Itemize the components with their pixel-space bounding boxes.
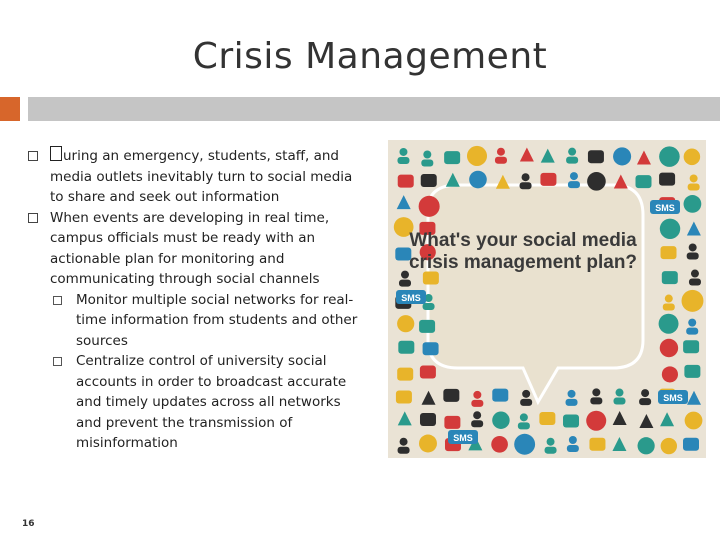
person-body-icon bbox=[590, 397, 602, 404]
social-media-graphic bbox=[388, 140, 706, 458]
page-number: 16 bbox=[22, 519, 35, 529]
person-icon bbox=[473, 391, 481, 399]
chat-icon bbox=[444, 151, 460, 164]
heart-icon bbox=[638, 437, 655, 454]
person-body-icon bbox=[567, 445, 579, 452]
person-icon bbox=[547, 438, 555, 446]
person-body-icon bbox=[545, 447, 557, 454]
globe-icon bbox=[520, 147, 534, 161]
person-icon bbox=[568, 148, 576, 156]
person-body-icon bbox=[639, 398, 651, 405]
chat-icon bbox=[492, 389, 508, 402]
chat-icon bbox=[539, 412, 555, 425]
heart-icon bbox=[491, 436, 508, 453]
heart-icon bbox=[397, 315, 414, 332]
chat-icon bbox=[423, 342, 439, 355]
chat-icon bbox=[662, 271, 678, 284]
chat-icon bbox=[684, 365, 700, 378]
chat-icon bbox=[659, 173, 675, 186]
person-icon bbox=[522, 173, 530, 181]
heart-icon bbox=[684, 149, 701, 166]
heart-icon bbox=[660, 219, 680, 239]
person-body-icon bbox=[689, 279, 701, 286]
heart-icon bbox=[682, 290, 704, 312]
person-body-icon bbox=[495, 157, 507, 164]
accent-rule bbox=[0, 97, 20, 121]
globe-icon bbox=[613, 411, 627, 425]
bullet-2 bbox=[28, 208, 368, 290]
globe-icon bbox=[446, 173, 460, 187]
chat-icon bbox=[661, 246, 677, 259]
globe-icon bbox=[612, 437, 626, 451]
heart-icon bbox=[684, 195, 702, 213]
person-icon bbox=[592, 388, 600, 396]
person-body-icon bbox=[613, 398, 625, 405]
person-body-icon bbox=[520, 182, 532, 189]
chat-icon bbox=[563, 414, 579, 427]
chat-icon bbox=[589, 438, 605, 451]
globe-icon bbox=[614, 174, 628, 188]
rule-gap bbox=[20, 97, 28, 121]
globe-icon bbox=[639, 414, 653, 428]
square-bullet-icon bbox=[53, 296, 62, 305]
bullet-1-text: uring an emergency, students, staff, and media outlets inevitably turn to social media to share and seek out information bbox=[50, 148, 353, 205]
chat-icon bbox=[443, 389, 459, 402]
globe-icon bbox=[687, 391, 701, 405]
person-body-icon bbox=[399, 280, 411, 287]
chat-icon bbox=[420, 366, 436, 379]
globe-icon bbox=[496, 175, 510, 189]
person-icon bbox=[399, 148, 407, 156]
sub-bullet-1-text: Monitor multiple social networks for real-time information from students and other sources bbox=[76, 291, 358, 349]
person-icon bbox=[522, 390, 530, 398]
chat-icon bbox=[444, 416, 460, 429]
person-body-icon bbox=[568, 181, 580, 188]
person-body-icon bbox=[688, 183, 700, 190]
sms-badge-label: SMS bbox=[655, 203, 675, 213]
person-icon bbox=[691, 270, 699, 278]
globe-icon bbox=[687, 222, 701, 236]
globe-icon bbox=[660, 412, 674, 426]
person-icon bbox=[641, 389, 649, 397]
heart-icon bbox=[662, 366, 678, 382]
heart-icon bbox=[685, 412, 703, 430]
chat-icon bbox=[636, 175, 652, 188]
chat-icon bbox=[398, 341, 414, 354]
person-body-icon bbox=[686, 328, 698, 335]
heart-icon bbox=[419, 196, 440, 217]
person-body-icon bbox=[423, 303, 435, 310]
globe-icon bbox=[398, 411, 412, 425]
square-bullet-icon bbox=[28, 213, 38, 223]
person-body-icon bbox=[518, 422, 530, 429]
icon-collage bbox=[388, 140, 706, 458]
heart-icon bbox=[419, 435, 437, 453]
person-body-icon bbox=[398, 447, 410, 454]
heart-icon bbox=[467, 146, 487, 166]
slide-title: Crisis Management bbox=[192, 36, 548, 77]
chat-icon bbox=[421, 174, 437, 187]
heart-icon bbox=[514, 434, 535, 455]
heart-icon bbox=[661, 438, 677, 454]
person-body-icon bbox=[520, 399, 532, 406]
chat-icon bbox=[683, 340, 699, 353]
bullet-2-text: When events are developing in real time, campus officials must be ready with an actionable plan for monitoring and communicating through social channels bbox=[50, 209, 330, 287]
heart-icon bbox=[660, 339, 678, 357]
person-icon bbox=[689, 243, 697, 251]
heart-icon bbox=[469, 171, 487, 189]
person-body-icon bbox=[663, 304, 675, 311]
person-body-icon bbox=[471, 420, 483, 427]
sms-badge-label: SMS bbox=[663, 393, 683, 403]
sms-badge-label: SMS bbox=[401, 293, 421, 303]
heart-icon bbox=[586, 411, 606, 431]
sub-bullet-2 bbox=[28, 351, 368, 454]
person-icon bbox=[423, 151, 431, 159]
globe-icon bbox=[397, 195, 411, 209]
chat-icon bbox=[420, 413, 436, 426]
slide-body bbox=[28, 146, 368, 454]
globe-icon bbox=[541, 149, 555, 163]
sub-bullet-1 bbox=[28, 290, 368, 352]
person-icon bbox=[569, 436, 577, 444]
graphic-headline: What's your social media crisis management plan? bbox=[408, 230, 638, 273]
heart-icon bbox=[659, 314, 679, 334]
square-bullet-icon bbox=[28, 151, 38, 161]
heart-icon bbox=[613, 147, 631, 165]
person-body-icon bbox=[397, 157, 409, 164]
sms-badge-label: SMS bbox=[453, 433, 473, 443]
square-bullet-icon bbox=[53, 357, 62, 366]
person-icon bbox=[497, 148, 505, 156]
title-rule bbox=[28, 97, 720, 121]
person-icon bbox=[688, 319, 696, 327]
chat-icon bbox=[683, 438, 699, 451]
chat-icon bbox=[398, 175, 414, 188]
heart-icon bbox=[492, 412, 509, 429]
missing-glyph-icon bbox=[50, 146, 62, 161]
person-icon bbox=[400, 438, 408, 446]
chat-icon bbox=[419, 320, 435, 333]
person-icon bbox=[473, 411, 481, 419]
person-icon bbox=[570, 172, 578, 180]
person-body-icon bbox=[566, 157, 578, 164]
chat-icon bbox=[540, 173, 556, 186]
chat-icon bbox=[396, 391, 412, 404]
heart-icon bbox=[587, 172, 606, 191]
person-body-icon bbox=[471, 400, 483, 407]
person-body-icon bbox=[687, 252, 699, 259]
heart-icon bbox=[659, 146, 680, 167]
chat-icon bbox=[588, 150, 604, 163]
bullet-1 bbox=[28, 146, 368, 208]
globe-icon bbox=[637, 151, 651, 165]
person-icon bbox=[520, 413, 528, 421]
person-icon bbox=[665, 295, 673, 303]
person-body-icon bbox=[566, 399, 578, 406]
person-body-icon bbox=[421, 160, 433, 167]
globe-icon bbox=[422, 391, 436, 405]
speech-bubble-shape bbox=[428, 185, 643, 402]
chat-icon bbox=[397, 368, 413, 381]
sub-bullet-2-text: Centralize control of university social accounts in order to broadcast accurate and timely updates across all networks and prevent the transmission of misinformation bbox=[76, 353, 347, 451]
person-icon bbox=[568, 390, 576, 398]
person-icon bbox=[615, 389, 623, 397]
person-icon bbox=[690, 174, 698, 182]
